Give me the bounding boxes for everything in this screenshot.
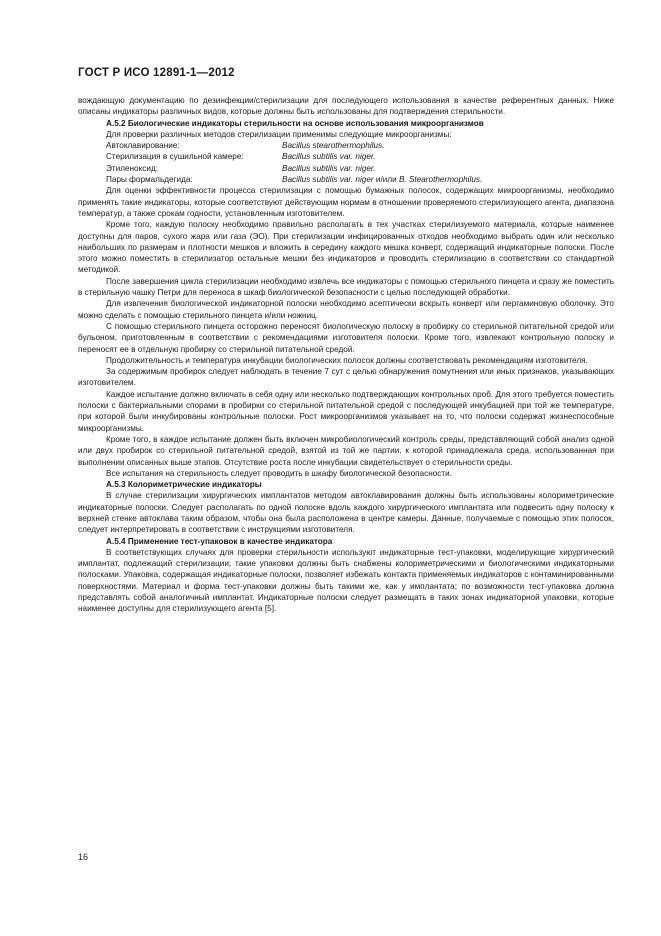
method-label: Стерилизация в сушильной камере:: [106, 152, 244, 162]
page-number: 16: [78, 852, 89, 862]
section-heading-a54: А.5.4 Применение тест-упаковок в качестве индикатора: [106, 536, 333, 546]
page-header: ГОСТ Р ИСО 12891-1—2012: [78, 67, 235, 79]
paragraph: Для извлечения биологической индикаторной полоски необходимо асептически вскрыть конверт или пергаминовую оболочку. Это можно сделать с помощью стерильного пинцета и/или ножниц.: [78, 299, 614, 320]
organism-name: Bacillus subtilis var. niger.: [282, 152, 376, 162]
paragraph: Каждое испытание должно включать в себя одну или несколько подтверждающих контрольных проб. Для этого требуется поместить полоски с бактериальными спорами в пробирки со стерильной питательной средой с последующей инкубацией при той же температуре, при которой были инкубированы контрольные полоски. Рост микроорганизмов указывает на то, что полоски содержат жизнеспособные микроорганизмы.: [78, 389, 614, 433]
method-label: Этиленоксид:: [106, 163, 159, 173]
conjunction: и/или: [373, 175, 399, 185]
paragraph: За содержимым пробирок следует наблюдать в течение 7 сут с целью обнаружения помутнения или иных признаков, указывающих изготовителем.: [78, 367, 614, 388]
paragraph: После завершения цикла стерилизации необходимо извлечь все индикаторы с помощью стерильного пинцета и сразу же поместить в стерильную чашку Петри для переноса в шкаф биологической безопасности с целью последующей обработки.: [78, 276, 614, 298]
section-heading-a53: А.5.3 Колориметрические индикаторы: [106, 480, 262, 490]
method-row: [78, 140, 614, 151]
paragraph: Для оценки эффективности процесса стерилизации с помощью бумажных полосок, содержащих микроорганизмы, необходимо применять такие индикаторы, которые соответствуют действующим нормам в отношении проверяемого стерилизующего агента, диапазона температур, а также срокам годности, установленным изготовителем.: [78, 186, 614, 218]
organism-name-1: Bacillus subtilis var. niger: [282, 175, 374, 185]
paragraph: Для проверки различных методов стерилизации применимы следующие микроорганизмы:: [106, 129, 452, 139]
paragraph: Кроме того, каждую полоску необходимо правильно располагать в тех участках стерилизуемого материала, которые наименее доступны для паров, сухого жара или газа (ЭО). При стерилизации инфицированных отходов необходимо выбрать один или несколько наибольших по размерам и плотности мешков и вложить в середину каждого мешка конверт, содержащий индикаторные полоски. После этого можно поместить в стерилизатор остальные мешки без индикаторов и проводить стерилизацию в соответствии со стандартной методикой.: [78, 220, 614, 275]
paragraph: Все испытания на стерильность следует проводить в шкафу биологической безопасности.: [106, 468, 452, 478]
paragraph: В соответствующих случаях для проверки стерильности используют индикаторные тест-упаковки, моделирующие хирургический имплантат, подлежащий стерилизации; такие упаковки должны быть снабжены колориметрическими и биологическими индикаторными полосками. Упаковка, содержащая индикаторные полоски, позволяет избежать контакта применяемых индикаторов с контаминированными поверхностями. Материал и форма тест-упаковки должны быть такими же, как у имплантата; по возможности тест-упаковка должна представлять собой аналогичный имплантат. Индикаторные полоски следует размещать в таких зонах индикаторной упаковки, которые наименее доступны для стерилизующего агента [5].: [78, 547, 614, 614]
method-label: Автоклавирование:: [106, 141, 180, 151]
section-heading-a52: А.5.2 Биологические индикаторы стерильности на основе использования микроорганизмов: [106, 118, 484, 128]
paragraph: Кроме того, в каждое испытание должен быть включен микробиологический контроль среды, представляющий собой анализ одной или двух пробирок со стерильной питательной средой, взятой из той же партии, к которой принадлежала среда, использованная при выполнении описанных выше этапов. Отсутствие роста после инкубации свидетельствует о стерильности среды.: [78, 434, 614, 467]
method-row: [78, 151, 614, 162]
method-row: [78, 163, 614, 174]
paragraph: Продолжительность и температура инкубации биологических полосок должны соответствовать рекомендациям изготовителя.: [106, 355, 588, 365]
paragraph: вождающую документацию по дезинфекции/стерилизации для последующего использования в качестве референтных данных. Ниже описаны индикаторы различных видов, которые должны быть использованы для подтверждения стерильности.: [78, 96, 614, 117]
method-label: Пары формальдегида:: [106, 175, 193, 185]
organism-name: Bacillus subtilis var. niger.: [282, 163, 376, 173]
document-body: [78, 95, 614, 615]
method-row: [78, 174, 614, 185]
organism-name: [282, 174, 482, 185]
organism-name: Bacillus stearothermophilus.: [282, 141, 385, 151]
organism-name-2: B. Stearothermophilus.: [398, 175, 483, 185]
paragraph: С помощью стерильного пинцета осторожно переносят биологическую полоску в пробирку со стерильной питательной средой или бульоном, приготовленным в соответствии с рекомендациями изготовителя полоски. Кроме того, извлекают контрольную полоску и переносят ее в отдельную пробирку со стерильной питательной средой.: [78, 321, 614, 354]
paragraph: В случае стерилизации хирургических имплантатов методом автоклавирования должны быть использованы колориметрические индикаторные полоски. Следует располагать по одной полоске вдоль каждого хирургического имплантата или подвесить одну полоску к верхней стенке автоклава таким образом, чтобы она была расположена в центре камеры. Данные, получаемые с помощью этих полосок, следует интерпретировать в соответствии с инструкциями изготовителя.: [78, 491, 614, 535]
